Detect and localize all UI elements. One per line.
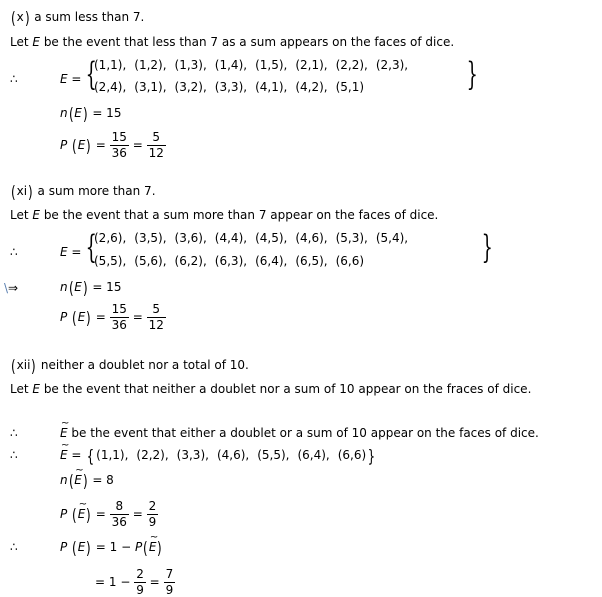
section-xi-intro: [10, 208, 438, 222]
section-x-label: x: [16, 10, 24, 24]
set-element: (2,1),: [295, 58, 328, 72]
count-fn: n: [60, 473, 68, 487]
denominator: 12: [148, 146, 164, 160]
section-xi-title: a sum more than 7.: [37, 184, 156, 198]
numerator: 5: [147, 131, 166, 146]
set-element: (6,5),: [295, 254, 328, 268]
fraction: [147, 131, 166, 160]
set-element: (1,4),: [214, 58, 248, 72]
equals: =: [149, 575, 160, 589]
set-element: (4,1),: [255, 80, 288, 94]
complement-variable: ~ E: [74, 473, 82, 487]
implies-icon: ⇒: [8, 281, 19, 295]
set-element: (1,5),: [255, 58, 288, 72]
count-fn: n: [60, 106, 68, 120]
fraction: [110, 131, 129, 160]
set-row-1: [94, 58, 416, 72]
probability-equation: P (E) = $\frac{15}{36}$ = $\frac{5}{12}$: [60, 302, 164, 332]
set-row-1: [94, 231, 416, 245]
event-variable: E: [77, 138, 86, 152]
therefore-symbol: ∴: [10, 540, 18, 554]
therefore-symbol: ∴: [10, 72, 18, 86]
complement-variable: ~ E: [60, 448, 68, 462]
complement-text: be the event that either a doublet or a sum of 10 appear on the faces of dice.: [71, 426, 539, 440]
intro-prefix: Let: [10, 35, 29, 49]
set-element: (6,3),: [214, 254, 248, 268]
complement-set: ~ E = { (1,1), (2,2), (3,3), (4,6), (5,5), (6,4), (6,6)}: [60, 448, 377, 463]
therefore-symbol: ∴: [10, 448, 18, 462]
one-minus: = 1 −: [95, 575, 131, 589]
complement-variable: ~ E: [149, 540, 157, 554]
section-xii-intro: [10, 382, 531, 396]
right-brace: }: [466, 55, 478, 93]
set-element: (6,4),: [255, 254, 288, 268]
section-xi-heading: (xi) a sum more than 7.: [10, 183, 156, 203]
count-equation: n(E) = 15: [60, 279, 122, 299]
fraction: [147, 303, 166, 332]
event-variable: E: [74, 106, 82, 120]
set-element: (5,5),: [94, 254, 127, 268]
left-brace: {: [85, 55, 97, 93]
fraction: [110, 303, 129, 332]
set-element: (3,5),: [134, 231, 167, 245]
set-element: (5,5),: [257, 448, 290, 462]
final-equation: [95, 568, 175, 597]
complement-probability-equation: P (~ E) = $\frac{8}{36}$ = $\frac{2}{9}$: [60, 500, 158, 529]
numerator: 8: [110, 500, 129, 515]
set-element: (1,3),: [174, 58, 207, 72]
prob-fn: P: [60, 310, 68, 324]
probability-equation: P (E) = $\frac{15}{36}$ = $\frac{5}{12}$: [60, 130, 164, 160]
denominator: 12: [148, 318, 164, 332]
event-variable: E: [32, 208, 40, 222]
intro-text: be the event that a sum more than 7 appear on the faces of dice.: [43, 208, 439, 222]
set-element: (5,1): [335, 80, 365, 94]
prob-fn: P: [60, 507, 68, 521]
implies-row: [4, 281, 18, 295]
denominator: 36: [111, 515, 127, 529]
count-value: = 15: [92, 280, 122, 294]
set-element: (2,2),: [335, 58, 368, 72]
set-element: (1,2),: [134, 58, 167, 72]
complement-count-equation: n(~ E) = 8: [60, 473, 114, 488]
therefore-symbol: ∴: [10, 245, 18, 259]
set-row-2: [94, 80, 372, 94]
denominator: 36: [111, 318, 127, 332]
set-element: (3,3),: [214, 80, 248, 94]
set-element: (6,6): [337, 448, 367, 462]
event-variable: E: [74, 280, 82, 294]
event-variable: E: [77, 310, 86, 324]
set-element: (2,3),: [375, 58, 409, 72]
denominator: 9: [136, 583, 144, 597]
numerator: 7: [165, 567, 174, 581]
count-equation: n(E) = 15: [60, 105, 122, 125]
count-value: = 8: [92, 473, 114, 487]
fraction: [110, 500, 129, 529]
numerator: 2: [136, 567, 144, 581]
set-element: (6,6): [335, 254, 365, 268]
fraction: [134, 568, 146, 597]
event-variable: E: [32, 35, 40, 49]
set-row-2: [94, 254, 372, 268]
right-brace: }: [481, 228, 493, 266]
set-element: (3,2),: [174, 80, 207, 94]
numerator: 5: [147, 303, 166, 318]
set-element: (2,4),: [94, 80, 127, 94]
set-element: (5,3),: [335, 231, 368, 245]
fraction: [147, 500, 159, 529]
intro-text: be the event that neither a doublet nor a sum of 10 appear on the fraces of dice.: [43, 382, 532, 396]
section-x-intro: [10, 35, 454, 49]
set-element: (5,4),: [375, 231, 409, 245]
denominator: 9: [148, 515, 157, 529]
set-element: (3,1),: [134, 80, 167, 94]
set-element: (4,2),: [295, 80, 328, 94]
set-element: (4,6),: [216, 448, 250, 462]
intro-text: be the event that less than 7 as a sum appears on the faces of dice.: [43, 35, 455, 49]
count-value: = 15: [92, 106, 122, 120]
numerator: 15: [111, 130, 127, 144]
set-lhs: E =: [60, 72, 82, 86]
count-fn: n: [60, 280, 68, 294]
set-element: (6,2),: [174, 254, 207, 268]
complement-definition: [60, 426, 539, 440]
denominator: 9: [165, 583, 174, 597]
section-xi-label: xi: [16, 184, 28, 198]
complement-variable: ~ E: [78, 507, 86, 521]
denominator: 36: [111, 146, 127, 160]
stray-mark: \: [4, 281, 9, 295]
prob-fn: P: [60, 540, 68, 554]
section-xii-title: neither a doublet nor a total of 10.: [40, 358, 249, 372]
set-element: (1,1),: [96, 448, 129, 462]
therefore-symbol: ∴: [10, 426, 18, 440]
event-variable: E: [77, 540, 86, 554]
event-variable: E: [32, 382, 40, 396]
section-x-heading: (x) a sum less than 7.: [10, 9, 145, 29]
section-x-title: a sum less than 7.: [34, 10, 145, 24]
prob-fn: P: [134, 540, 143, 554]
set-element: (3,3),: [176, 448, 209, 462]
set-element: (4,4),: [214, 231, 248, 245]
numerator: 2: [148, 499, 157, 513]
left-brace: {: [85, 228, 97, 266]
equals: =: [71, 448, 82, 462]
set-element: (2,6),: [94, 231, 127, 245]
set-element: (6,4),: [297, 448, 330, 462]
set-element: (4,5),: [255, 231, 288, 245]
intro-prefix: Let: [10, 382, 29, 396]
prob-fn: P: [60, 138, 68, 152]
set-element: (1,1),: [94, 58, 127, 72]
complement-variable: ~ E: [60, 426, 68, 440]
fraction: [164, 568, 176, 597]
section-xii-heading: (xii) neither a doublet nor a total of 10.: [10, 357, 249, 377]
intro-prefix: Let: [10, 208, 29, 222]
set-element: (4,6),: [295, 231, 328, 245]
probability-equation: P (E) = 1 − P(~ E): [60, 540, 163, 555]
set-element: (5,6),: [134, 254, 167, 268]
set-element: (3,6),: [174, 231, 207, 245]
section-xii-label: xii: [16, 358, 31, 372]
set-element: (2,2),: [136, 448, 169, 462]
set-lhs: E =: [60, 245, 82, 259]
numerator: 15: [111, 302, 127, 316]
one-minus: = 1 −: [95, 540, 132, 554]
